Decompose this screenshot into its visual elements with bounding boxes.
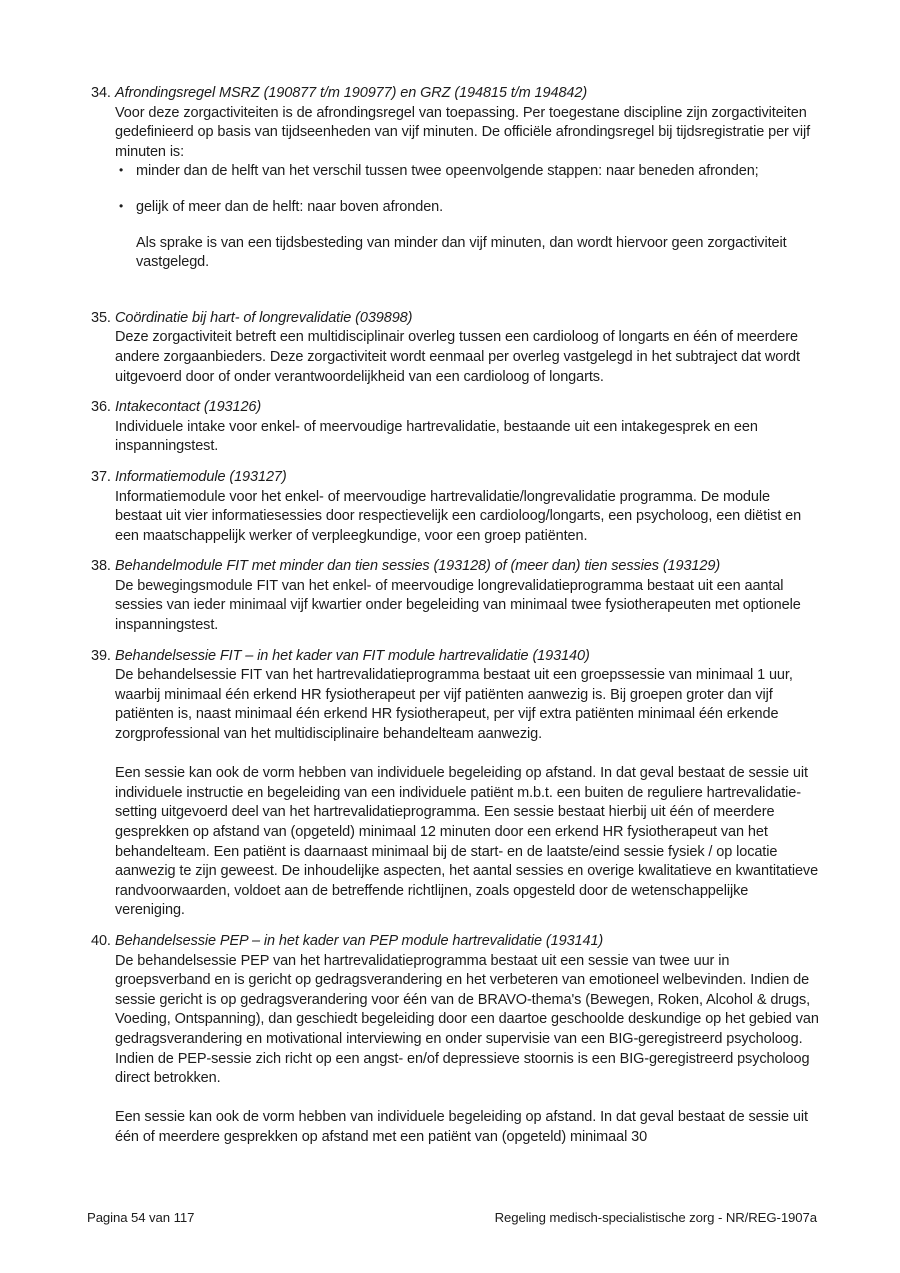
item-number: 38. [91,558,111,575]
item-paragraph: Deze zorgactiviteit betreft een multidisciplinair overleg tussen een cardioloog of longarts en één of meerdere andere zorgaanbieders. Deze zorgactiviteit wordt eenmaal per overleg vastgelegd in het subtraject dat wordt uitgevoerd door of onder verantwoordelijkheid van een cardioloog of longarts. [115,329,800,385]
item-title: Behandelsessie FIT – in het kader van FIT module hartrevalidatie (193140) [115,647,590,664]
footer-page-number: Pagina 54 van 117 [87,1210,195,1225]
list-item-34 [91,84,819,273]
bullet-list [115,162,819,217]
item-title: Informatiemodule (193127) [115,468,287,485]
page-footer [87,1210,817,1226]
item-body [115,84,819,273]
item-number: 37. [91,468,111,485]
list-item-38 [91,557,819,635]
item-body [115,932,819,1148]
item-body [115,557,819,635]
item-paragraph: Individuele intake voor enkel- of meervoudige hartrevalidatie, bestaande uit een intakegesprek en een inspanningstest. [115,418,758,455]
item-body [115,398,819,457]
item-paragraph: Als sprake is van een tijdsbesteding van minder dan vijf minuten, dan wordt hiervoor geen zorgactiviteit vastgelegd. [136,234,787,271]
item-title: Intakecontact (193126) [115,399,262,416]
item-paragraph: Een sessie kan ook de vorm hebben van individuele begeleiding op afstand. In dat geval bestaat de sessie uit individuele instructie en begeleiding van een individuele patiënt m.b.t. een buiten de reguliere hartrevalidatie-setting uitgevoerd deel van het hartrevalidatieprogramma. Een sessie bestaat hierbij uit één of meerdere gesprekken op afstand van (opgeteld) minimaal 12 minuten door een erkend HR fysiotherapeut van het behandelteam. Een patiënt is daarnaast minimaal bij de start- en de laatste/eind sessie fysiek / op locatie aanwezig te zijn geweest. De inhoudelijke aspecten, het aantal sessies en overige kwalitatieve en kwantitatieve randvoorwaarden, voldoet aan de betreffende richtlijnen, zoals opgesteld door de wetenschappelijke vereniging. [115,765,819,919]
list-item-39 [91,647,819,921]
item-paragraph: Voor deze zorgactiviteiten is de afrondingsregel van toepassing. Per toegestane discipline zijn zorgactiviteiten gedefinieerd op basis van tijdseenheden van vijf minuten. De officiële afrondingsregel bij tijdsregistratie per vijf minuten is: [115,104,811,160]
document-content [91,84,819,1159]
item-paragraph: De behandelsessie FIT van het hartrevalidatieprogramma bestaat uit een groepssessie van minimaal 1 uur, waarbij minimaal één erkend HR fysiotherapeut per vijf patiënten aanwezig is. Bij groepen groter dan vijf patiënten is, naast minimaal één erkend HR fysiotherapeut, per vijf extra patiënten minimaal één erkende zorgprofessional van het multidisciplinaire behandelteam aanwezig. [115,667,793,743]
item-title: Behandelmodule FIT met minder dan tien sessies (193128) of (meer dan) tien sessies (193129) [115,558,721,575]
item-paragraph: Een sessie kan ook de vorm hebben van individuele begeleiding op afstand. In dat geval bestaat de sessie uit één of meerdere gesprekken op afstand met een patiënt van (opgeteld) minimaal 30 [115,1109,808,1145]
item-paragraph: De bewegingsmodule FIT van het enkel- of meervoudige longrevalidatieprogramma bestaat uit een aantal sessies van ieder minimaal vijf kwartier onder begeleiding van minimaal twee fysiotherapeuten met optionele inspanningstest. [115,577,801,634]
item-number: 36. [91,399,111,416]
item-body [115,309,819,387]
footer-document-title: Regeling medisch-specialistische zorg - NR/REG-1907a [494,1210,817,1225]
item-number: 35. [91,309,111,326]
bullet-item: • minder dan de helft van het verschil tussen twee opeenvolgende stappen: naar beneden afronden; [115,162,819,182]
item-body [115,468,819,546]
item-number: 40. [91,932,111,949]
item-number: 39. [91,647,111,664]
item-title: Coördinatie bij hart- of longrevalidatie (039898) [115,309,413,326]
item-number: 34. [91,85,111,101]
item-title: Afrondingsregel MSRZ (190877 t/m 190977) en GRZ (194815 t/m 194842) [115,85,588,101]
bullet-item: • gelijk of meer dan de helft: naar boven afronden. [115,198,819,218]
list-item-37 [91,468,819,546]
list-item-40 [91,932,819,1148]
item-paragraph: Informatiemodule voor het enkel- of meervoudige hartrevalidatie/longrevalidatie programma. De module bestaat uit vier informatiesessies door respectievelijk een cardioloog/longarts, een psycholoog, een diëtist en een maatschappelijk werker of verpleegkundige, voor een groep patiënten. [115,488,802,544]
list-item-36 [91,398,819,457]
item-body [115,647,819,921]
list-item-35 [91,309,819,387]
item-title: Behandelsessie PEP – in het kader van PEP module hartrevalidatie (193141) [115,932,604,949]
item-paragraph: De behandelsessie PEP van het hartrevalidatieprogramma bestaat uit een sessie van twee uur in groepsverband en is gericht op gedragsverandering en het verbeteren van emotioneel welbevinden. Indien de sessie gericht is op gedragsverandering voor één van de BRAVO-thema's (Bewegen, Roken, Alcohol & drugs, Voeding, Ontspanning), dan geschiedt begeleiding door een daartoe geschoolde deskundige op het gebied van gedragsverandering en motivational interviewing en onder supervisie van een BIG-geregistreerd psycholoog. Indien de PEP-sessie zich richt op een angst- en/of depressieve stoornis is een BIG-geregistreerd psycholoog direct betrokken. [115,952,819,1087]
